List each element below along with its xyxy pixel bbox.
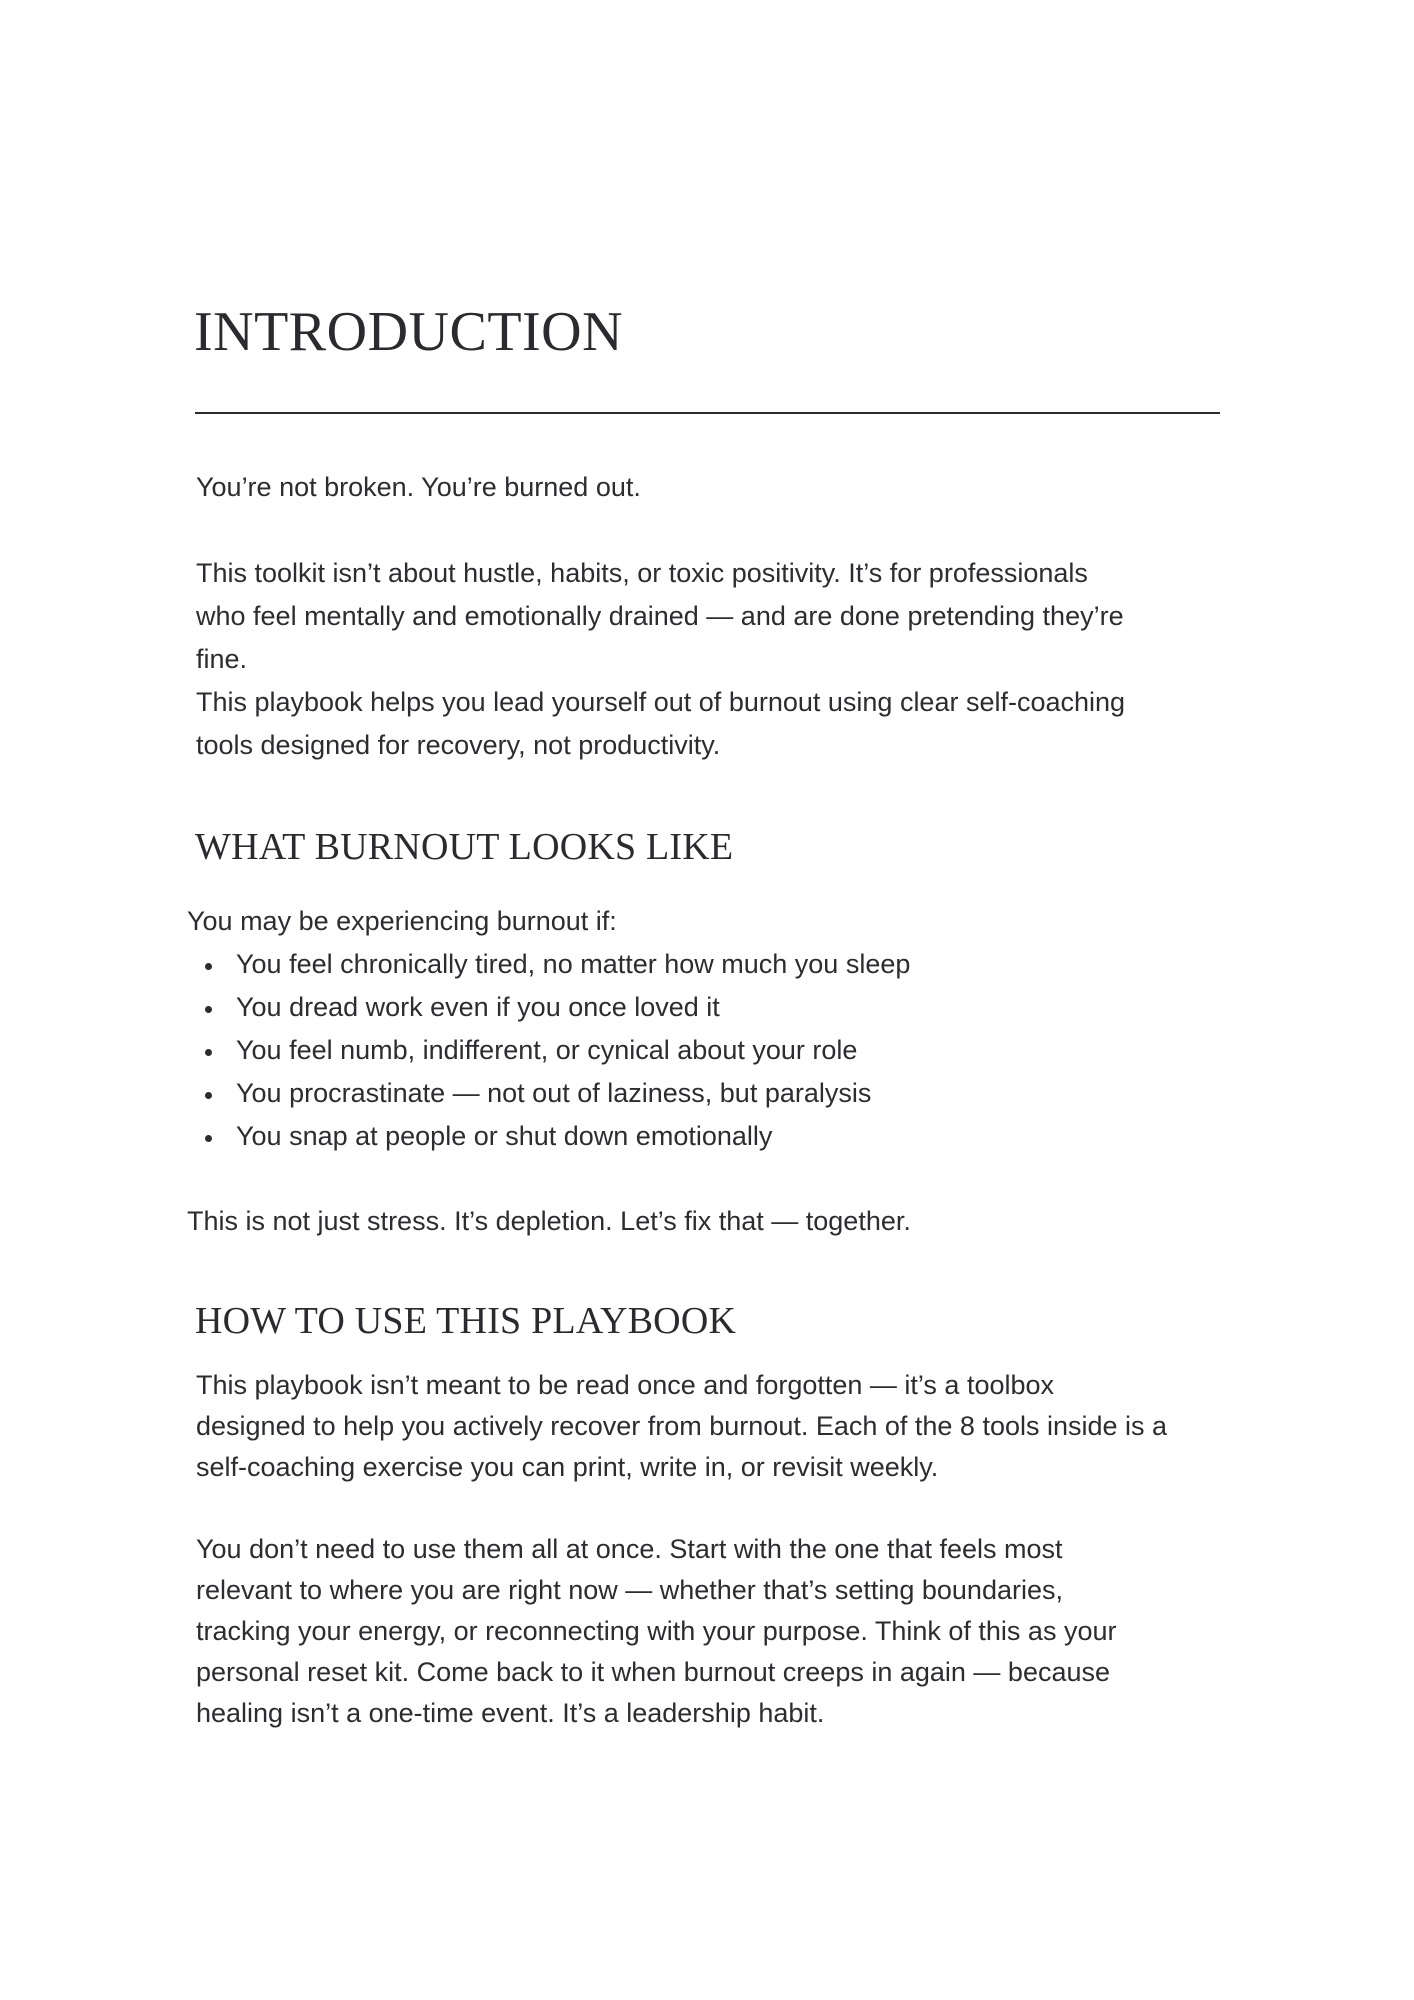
- list-item-text: You dread work even if you once loved it: [236, 992, 720, 1022]
- section-heading-burnout: WHAT BURNOUT LOOKS LIKE: [195, 826, 734, 868]
- bullet-icon: [205, 963, 212, 970]
- howto-paragraph-1-line-1: This playbook isn’t meant to be read once and forgotten — it’s a toolbox: [196, 1370, 1055, 1400]
- intro-paragraph-1-line-3: fine.: [196, 644, 248, 674]
- intro-paragraph-2-line-2: tools designed for recovery, not productivity.: [196, 730, 721, 760]
- burnout-closing: This is not just stress. It’s depletion. Let’s fix that — together.: [187, 1206, 911, 1236]
- howto-paragraph-1-line-2: designed to help you actively recover from burnout. Each of the 8 tools inside is a: [196, 1411, 1168, 1441]
- howto-paragraph-2-line-1: You don’t need to use them all at once. Start with the one that feels most: [196, 1534, 1063, 1564]
- title-divider: [195, 412, 1220, 414]
- intro-paragraph-1-line-1: This toolkit isn’t about hustle, habits, or toxic positivity. It’s for professionals: [196, 558, 1088, 588]
- list-item-text: You feel numb, indifferent, or cynical about your role: [236, 1035, 858, 1065]
- intro-paragraph-2-line-1: This playbook helps you lead yourself out of burnout using clear self-coaching: [196, 687, 1126, 717]
- howto-paragraph-2-line-2: relevant to where you are right now — whether that’s setting boundaries,: [196, 1575, 1063, 1605]
- howto-paragraph-2-line-3: tracking your energy, or reconnecting with your purpose. Think of this as your: [196, 1616, 1117, 1646]
- page-title: INTRODUCTION: [194, 301, 624, 363]
- bullet-icon: [205, 1092, 212, 1099]
- intro-paragraph-1-line-2: who feel mentally and emotionally drained — and are done pretending they’re: [196, 601, 1124, 631]
- section-heading-how-to-use: HOW TO USE THIS PLAYBOOK: [195, 1300, 737, 1342]
- list-item-text: You procrastinate — not out of laziness, but paralysis: [236, 1078, 872, 1108]
- bullet-icon: [205, 1135, 212, 1142]
- howto-paragraph-2-line-4: personal reset kit. Come back to it when burnout creeps in again — because: [196, 1657, 1111, 1687]
- list-item-text: You feel chronically tired, no matter how much you sleep: [236, 949, 911, 979]
- burnout-lead: You may be experiencing burnout if:: [187, 906, 617, 936]
- intro-lead: You’re not broken. You’re burned out.: [196, 472, 641, 502]
- bullet-icon: [205, 1006, 212, 1013]
- bullet-icon: [205, 1049, 212, 1056]
- howto-paragraph-2-line-5: healing isn’t a one-time event. It’s a leadership habit.: [196, 1698, 825, 1728]
- howto-paragraph-1-line-3: self-coaching exercise you can print, write in, or revisit weekly.: [196, 1452, 939, 1482]
- list-item-text: You snap at people or shut down emotionally: [236, 1121, 773, 1151]
